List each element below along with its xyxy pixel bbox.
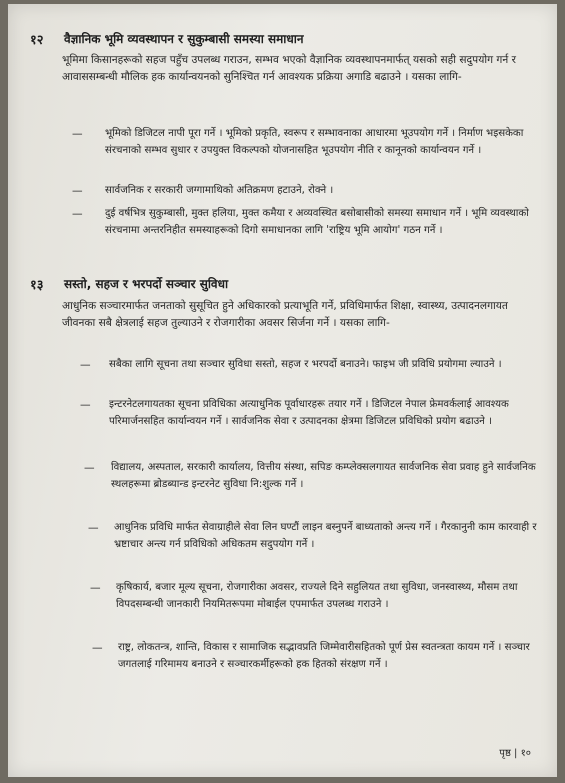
dash-marker: — (72, 208, 83, 220)
bullet-text: आधुनिक प्रविधि मार्फत सेवाग्राहीले सेवा लिन घण्टौं लाइन बस्नुपर्ने बाध्यताको अन्त्य गर्ने । गैरकानुनी काम कारवाही र भ्रष्टाचार अन्त्य गर्न प्रविधिको अधिकतम सदुपयोग गर्ने । (114, 522, 537, 550)
dash-marker: — (72, 128, 83, 140)
bullet-text: इन्टरनेटलगायतका सूचना प्रविधिका अत्याधुनिक पूर्वाधारहरू तयार गर्ने । डिजिटल नेपाल फ्रेमवर्कलाई आवश्यक परिमार्जनसहित कार्यान्वयन गर्ने । सार्वजनिक सेवा र उत्पादनका क्षेत्रमा डिजिटल प्रविधिको प्रयोग बढाउने । (109, 399, 509, 427)
bullet-text: दुई वर्षभित्र सुकुम्बासी, मुक्त हलिया, मुक्त कमैया र अव्यवस्थित बसोबासीको समस्या समाधान गर्ने । भूमि व्यवस्थाको संरचनामा अन्तरनिहीत समस्याहरूको दिगो समाधानका लागि 'राष्ट्रिय भूमि आयोग' गठन गर्ने । (105, 208, 529, 236)
bullet-text: विद्यालय, अस्पताल, सरकारी कार्यालय, वित्तीय संस्था, सपिङ कम्प्लेक्सलगायत सार्वजनिक सेवा प्रवाह हुने सार्वजनिक स्थलहरूमा ब्रोडब्यान्ड इन्टरनेट सुविधा नि:शुल्क गर्ने । (111, 462, 536, 490)
bullet-text: सबैका लागि सूचना तथा सञ्चार सुविधा सस्तो, सहज र भरपर्दो बनाउने। फाइभ जी प्रविधि प्रयोगमा ल्याउने । (109, 359, 502, 370)
section-number: १३ (30, 278, 44, 293)
bullet-text: भूमिको डिजिटल नापी पूरा गर्ने । भूमिको प्रकृति, स्वरूप र सम्भावनाका आधारमा भूउपयोग गर्ने । निर्माण भइसकेका संरचनाको सम्भव सुधार र उपयुक्त विकल्पको योजनासहित भूउपयोग नीति र कानूनको कार्यान्वयन गर्ने । (105, 128, 524, 156)
bullet-text: सार्वजनिक र सरकारी जग्गामाथिको अतिक्रमण हटाउने, रोक्ने । (105, 185, 334, 196)
dash-marker: — (72, 185, 83, 197)
dash-marker: — (90, 582, 101, 594)
section-title: वैज्ञानिक भूमि व्यवस्थापन र सुकुम्बासी समस्या समाधान (64, 32, 304, 46)
section-number: १२ (30, 33, 44, 48)
dash-marker: — (80, 359, 91, 371)
bullet-text: राष्ट्र, लोकतन्त्र, शान्ति, विकास र सामाजिक सद्भावप्रति जिम्मेवारीसहितको पूर्ण प्रेस स्वतन्त्रता कायम गर्ने । सञ्चार जगतलाई गरिमामय बनाउने र सञ्चारकर्मीहरूको हक हितको संरक्षण गर्ने । (118, 642, 530, 670)
dash-marker: — (92, 642, 103, 654)
dash-marker: — (84, 462, 95, 474)
document-page (8, 4, 557, 777)
section-intro: भूमिमा किसानहरूको सहज पहुँच उपलब्ध गराउन, सम्भव भएको वैज्ञानिक व्यवस्थापनमार्फत् यसको सही सदुपयोग गर्न र आवाससम्बन्धी मौलिक हक कार्यान्वयनको सुनिश्चित गर्न आवश्यक प्रक्रिया अगाडि बढाउने । यसका लागि- (62, 54, 516, 83)
page-number: पृष्ठ | १० (499, 748, 531, 759)
section-title: सस्तो, सहज र भरपर्दो सञ्चार सुविधा (64, 277, 229, 291)
section-intro: आधुनिक सञ्चारमार्फत जनताको सुसूचित हुने अधिकारको प्रत्याभूति गर्ने, प्रविधिमार्फत शिक्षा, स्वास्थ्य, उत्पादनलगायत जीवनका सबै क्षेत्रलाई सहज तुल्याउने र रोजगारीका अवसर सिर्जना गर्ने । यसका लागि- (62, 300, 508, 329)
dash-marker: — (88, 522, 99, 534)
bullet-text: कृषिकार्य, बजार मूल्य सूचना, रोजगारीका अवसर, राज्यले दिने सहुलियत तथा सुविधा, जनस्वास्थ्य, मौसम तथा विपदसम्बन्धी जानकारी नियमितरूपमा मोबाईल एपमार्फत उपलब्ध गराउने । (116, 582, 518, 610)
dash-marker: — (80, 399, 91, 411)
